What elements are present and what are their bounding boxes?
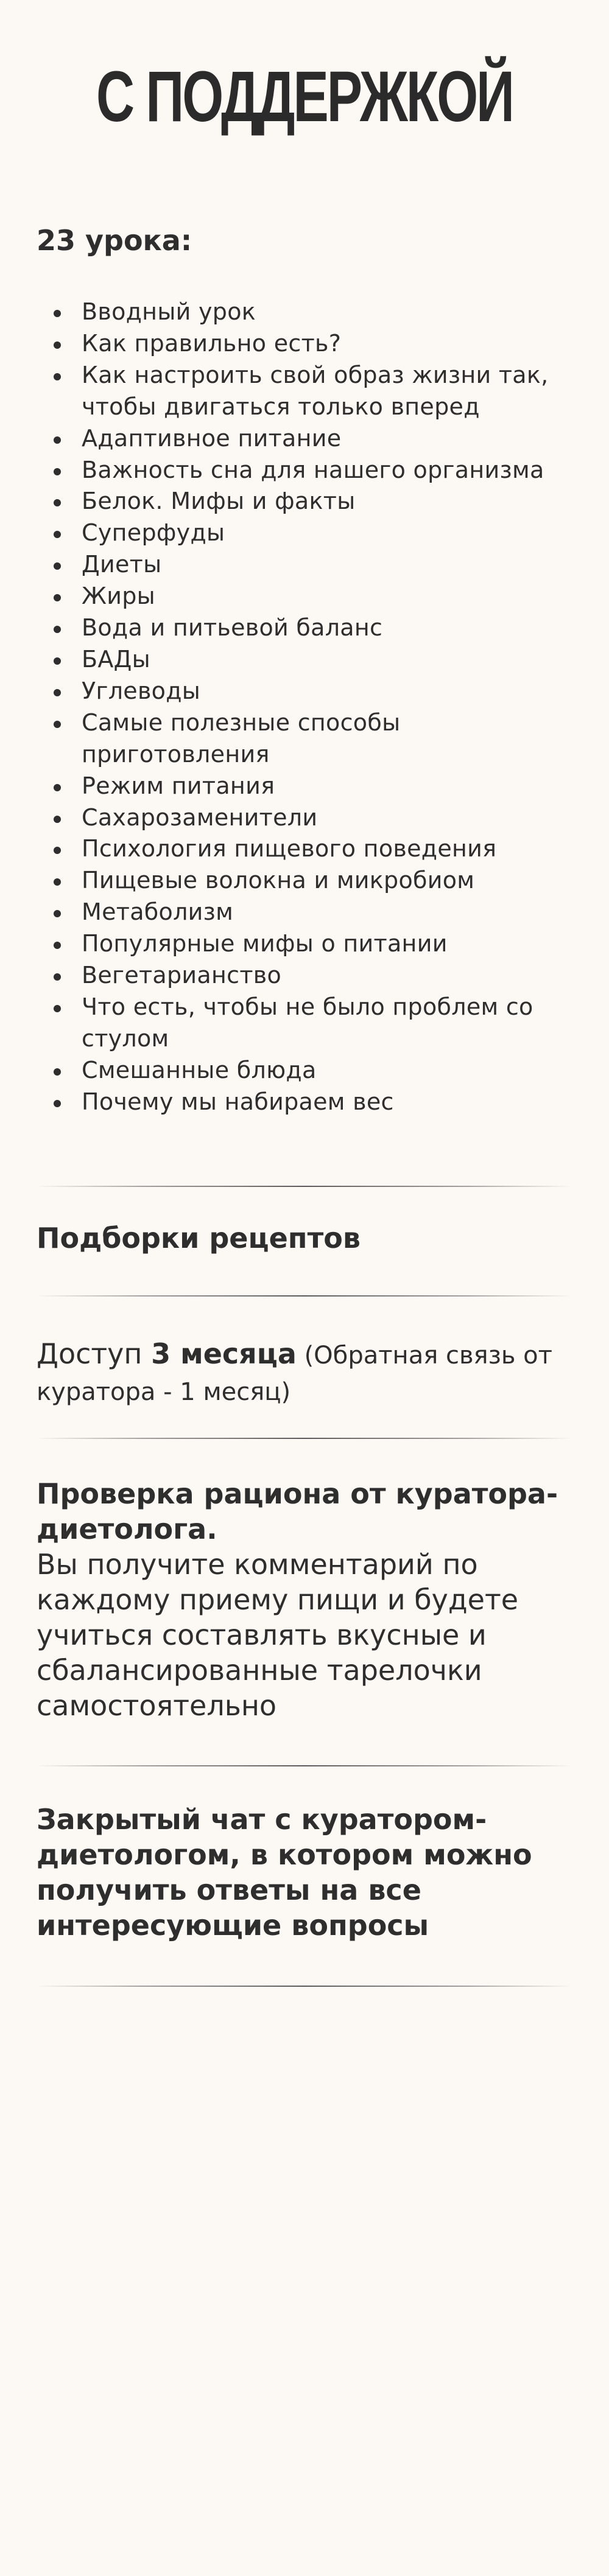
list-item: Адаптивное питание bbox=[49, 423, 585, 455]
list-item: БАДы bbox=[49, 644, 585, 676]
list-item: Важность сна для нашего организма bbox=[49, 455, 585, 486]
access-duration: 3 месяца bbox=[151, 1337, 297, 1370]
list-item: Вегетарианство bbox=[49, 960, 585, 992]
access-note: (Обратная связь от куратора - 1 месяц) bbox=[37, 1342, 552, 1406]
divider bbox=[37, 1295, 572, 1297]
chat-info: Закрытый чат с куратором-диетологом, в котором можно получить ответы на все интересующие вопросы bbox=[37, 1803, 532, 1942]
list-item: Самые полезные способы приготовления bbox=[49, 707, 585, 771]
list-item: Диеты bbox=[49, 549, 585, 581]
divider bbox=[37, 1986, 572, 1987]
review-heading: Проверка рациона от куратора-диетолога. bbox=[37, 1477, 558, 1545]
list-item: Как правильно есть? bbox=[49, 328, 585, 360]
review-body: Вы получите комментарий по каждому приему пищи и будете учиться составлять вкусные и сбалансированные тарелочки самостоятельно bbox=[37, 1548, 519, 1722]
list-item: Белок. Мифы и факты bbox=[49, 486, 585, 517]
list-item: Жиры bbox=[49, 581, 585, 612]
divider bbox=[37, 1765, 572, 1766]
list-item: Пищевые волокна и микробиом bbox=[49, 865, 585, 897]
page-title: С ПОДДЕРЖКОЙ bbox=[96, 57, 513, 137]
list-item: Смешанные блюда bbox=[49, 1055, 585, 1087]
list-item: Вода и питьевой баланс bbox=[49, 612, 585, 644]
list-item: Суперфуды bbox=[49, 517, 585, 549]
list-item: Популярные мифы о питании bbox=[49, 928, 585, 960]
list-item: Почему мы набираем вес bbox=[49, 1087, 585, 1118]
list-item: Вводный урок bbox=[49, 296, 585, 328]
review-block bbox=[37, 1476, 572, 1723]
divider bbox=[37, 1438, 572, 1439]
access-info bbox=[37, 1336, 572, 1409]
lesson-list bbox=[49, 296, 585, 1118]
list-item: Сахарозаменители bbox=[49, 802, 585, 834]
list-item: Режим питания bbox=[49, 771, 585, 802]
divider bbox=[37, 1186, 572, 1187]
list-item: Что есть, чтобы не было проблем со стулом bbox=[49, 992, 585, 1055]
access-prefix: Доступ bbox=[37, 1337, 152, 1370]
list-item: Психология пищевого поведения bbox=[49, 833, 585, 865]
recipes-label: Подборки рецептов bbox=[37, 1222, 361, 1255]
list-item: Метаболизм bbox=[49, 897, 585, 928]
list-item: Углеводы bbox=[49, 676, 585, 707]
lessons-heading: 23 урока: bbox=[37, 224, 192, 257]
list-item: Как настроить свой образ жизни так, чтобы двигаться только вперед bbox=[49, 360, 585, 423]
